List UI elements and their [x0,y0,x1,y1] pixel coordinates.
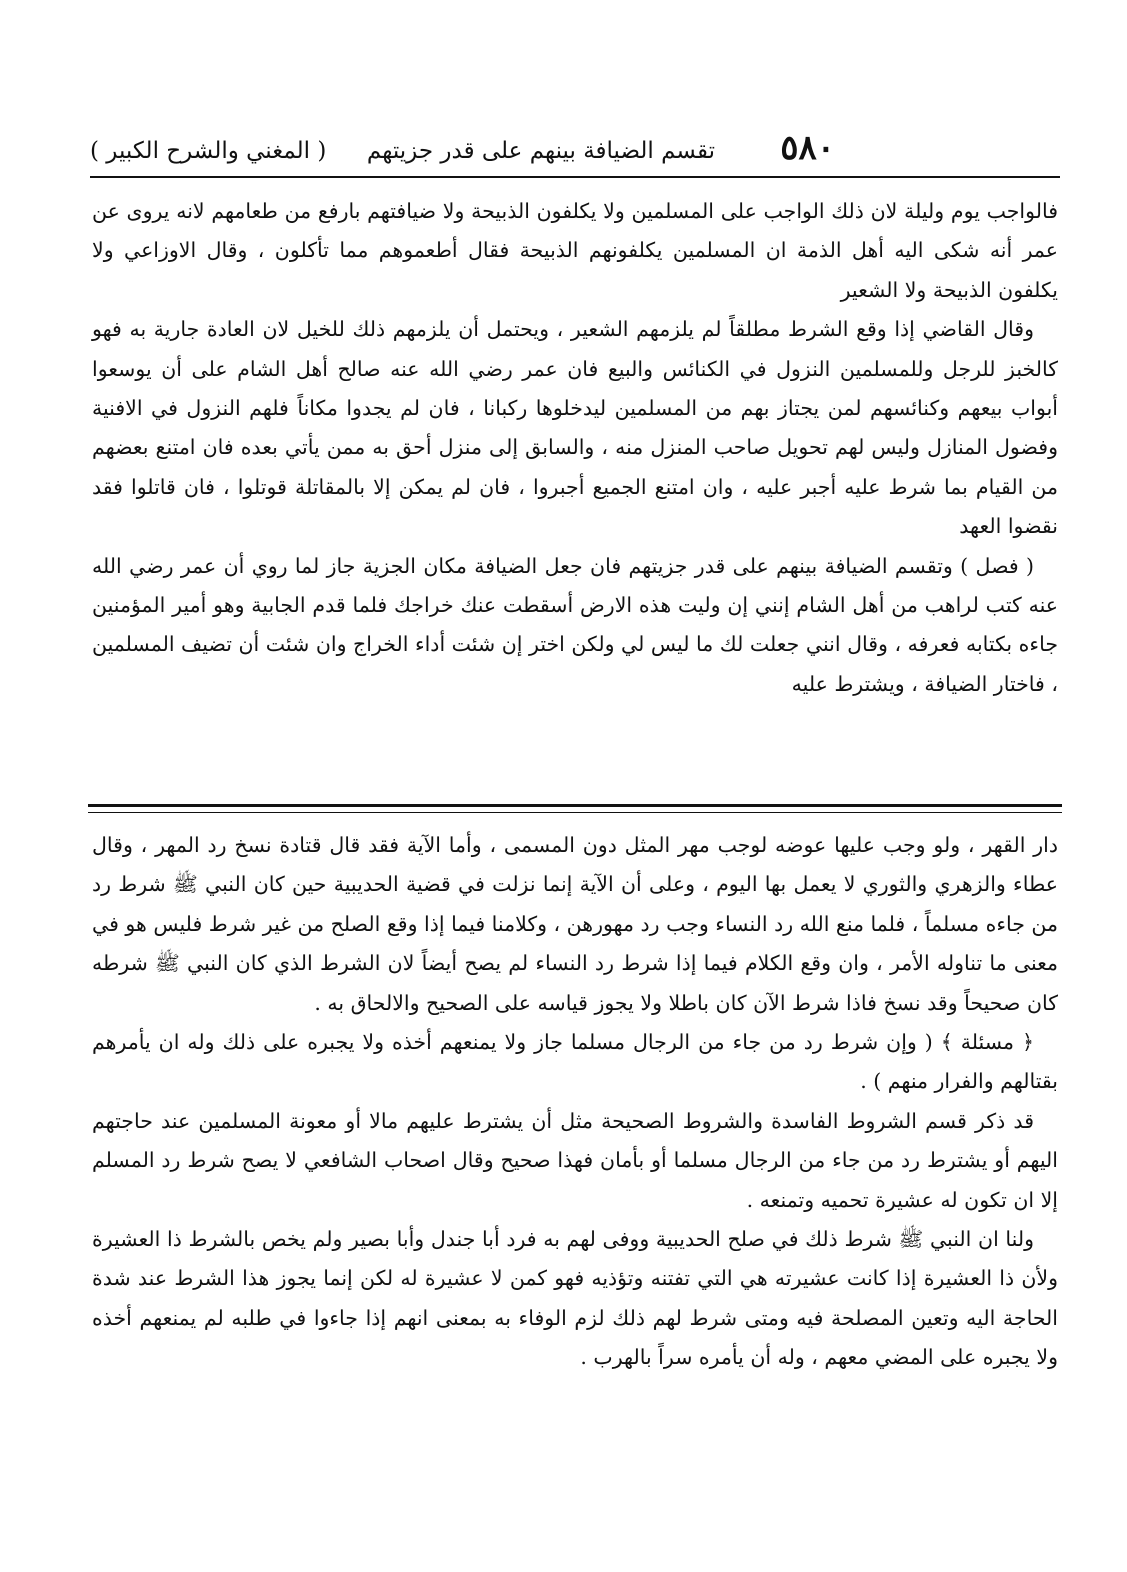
commentary-paragraph: ﴿ مسئلة ﴾ ( وإن شرط رد من جاء من الرجال مسلما جاز ولا يمنعهم أخذه ولا يجبره على ذلك وله ان يأمرهم بقتالهم والفرار منهم ) . [92,1030,1058,1094]
header-rule [90,176,1060,178]
main-paragraph: ( فصل ) وتقسم الضيافة بينهم على قدر جزيتهم فان جعل الضيافة مكان الجزية جاز لما روي أن عمر رضي الله عنه كتب لراهب من أهل الشام إنني إن وليت هذه الارض أسقطت عنك خراجك فلما قدم الجابية وهو أمير المؤمنين جاءه بكتابه فعرفه ، وقال انني جعلت لك ما ليس لي ولكن اختر إن شئت أداء الخراج وان شئت أن تضيف المسلمين ، فاختار الضيافة ، ويشترط عليه [92,553,1058,696]
commentary-paragraph: ولنا ان النبي ﷺ شرط ذلك في صلح الحديبية ووفى لهم به فرد أبا جندل وأبا بصير ولم يخص بالشرط ذا العشيرة ولأن ذا العشيرة إذا كانت عشيرته هي التي تفتنه وتؤذيه فهو كمن لا عشيرة له لكن إنما يجوز هذا الشرط عند شدة الحاجة اليه وتعين المصلحة فيه ومتى شرط لهم ذلك لزم الوفاء به بمعنى انهم إذا جاءوا في طلبه لم يمنعهم أخذه ولا يجبره على المضي معهم ، وله أن يأمره سراً بالهرب . [92,1227,1058,1370]
commentary-paragraph: دار القهر ، ولو وجب عليها عوضه لوجب مهر المثل دون المسمى ، وأما الآية فقد قال قتادة نسخ رد المهر ، وقال عطاء والزهري والثوري لا يعمل بها اليوم ، وعلى أن الآية إنما نزلت في قضية الحديبية حين كان النبي ﷺ شرط رد من جاءه مسلماً ، فلما منع الله رد النساء وجب رد مهورهن ، وكلامنا فيما إذا وقع الصلح من غير شرط فليس هو في معنى ما تناوله الأمر ، وان وقع الكلام فيما إذا شرط رد النساء لم يصح أيضاً لان الشرط الذي كان النبي ﷺ شرطه كان صحيحاً وقد نسخ فاذا شرط الآن كان باطلا ولا يجوز قياسه على الصحيح والالحاق به . [92,833,1058,1015]
running-title: تقسم الضيافة بينهم على قدر جزيتهم [366,138,715,164]
commentary-text [92,826,1058,1378]
main-paragraph: فالواجب يوم وليلة لان ذلك الواجب على المسلمين ولا يكلفون الذبيحة ولا ضيافتهم بارفع من طعامهم لانه يروى عن عمر أنه شكى اليه أهل الذمة ان المسلمين يكلفونهم الذبيحة فقال أطعموهم مما تأكلون ، وقال الاوزاعي ولا يكلفون الذبيحة ولا الشعير [92,199,1058,302]
main-text [92,192,1058,704]
book-title: ( المغني والشرح الكبير ) [90,138,327,164]
main-paragraph: وقال القاضي إذا وقع الشرط مطلقاً لم يلزمهم الشعير ، ويحتمل أن يلزمهم ذلك للخيل لان العادة جارية به فهو كالخبز للرجل وللمسلمين النزول في الكنائس والبيع فان عمر رضي الله عنه صالح أهل الشام على أن يوسعوا أبواب بيعهم وكنائسهم لمن يجتاز بهم من المسلمين ليدخلوها ركبانا ، فان لم يجدوا مكاناً فلهم النزول في الافنية وفضول المنازل وليس لهم تحويل صاحب المنزل منه ، والسابق إلى منزل أحق به ممن يأتي بعده فان امتنع بعضهم من القيام بما شرط عليه أجبر عليه ، وان امتنع الجميع أجبروا ، فان لم يمكن إلا بالمقاتلة قوتلوا ، فان قاتلوا فقد نقضوا العهد [92,317,1058,539]
page-number: ٥٨٠ [780,128,835,168]
page-header [90,128,1060,178]
commentary-paragraph: قد ذكر قسم الشروط الفاسدة والشروط الصحيحة مثل أن يشترط عليهم مالا أو معونة المسلمين عند حاجتهم اليهم أو يشترط رد من جاء من الرجال مسلما أو بأمان فهذا صحيح وقال اصحاب الشافعي لا يصح شرط رد المسلم إلا ان تكون له عشيرة تحميه وتمنعه . [92,1108,1058,1212]
section-divider [88,812,1062,813]
section-divider [88,804,1062,807]
